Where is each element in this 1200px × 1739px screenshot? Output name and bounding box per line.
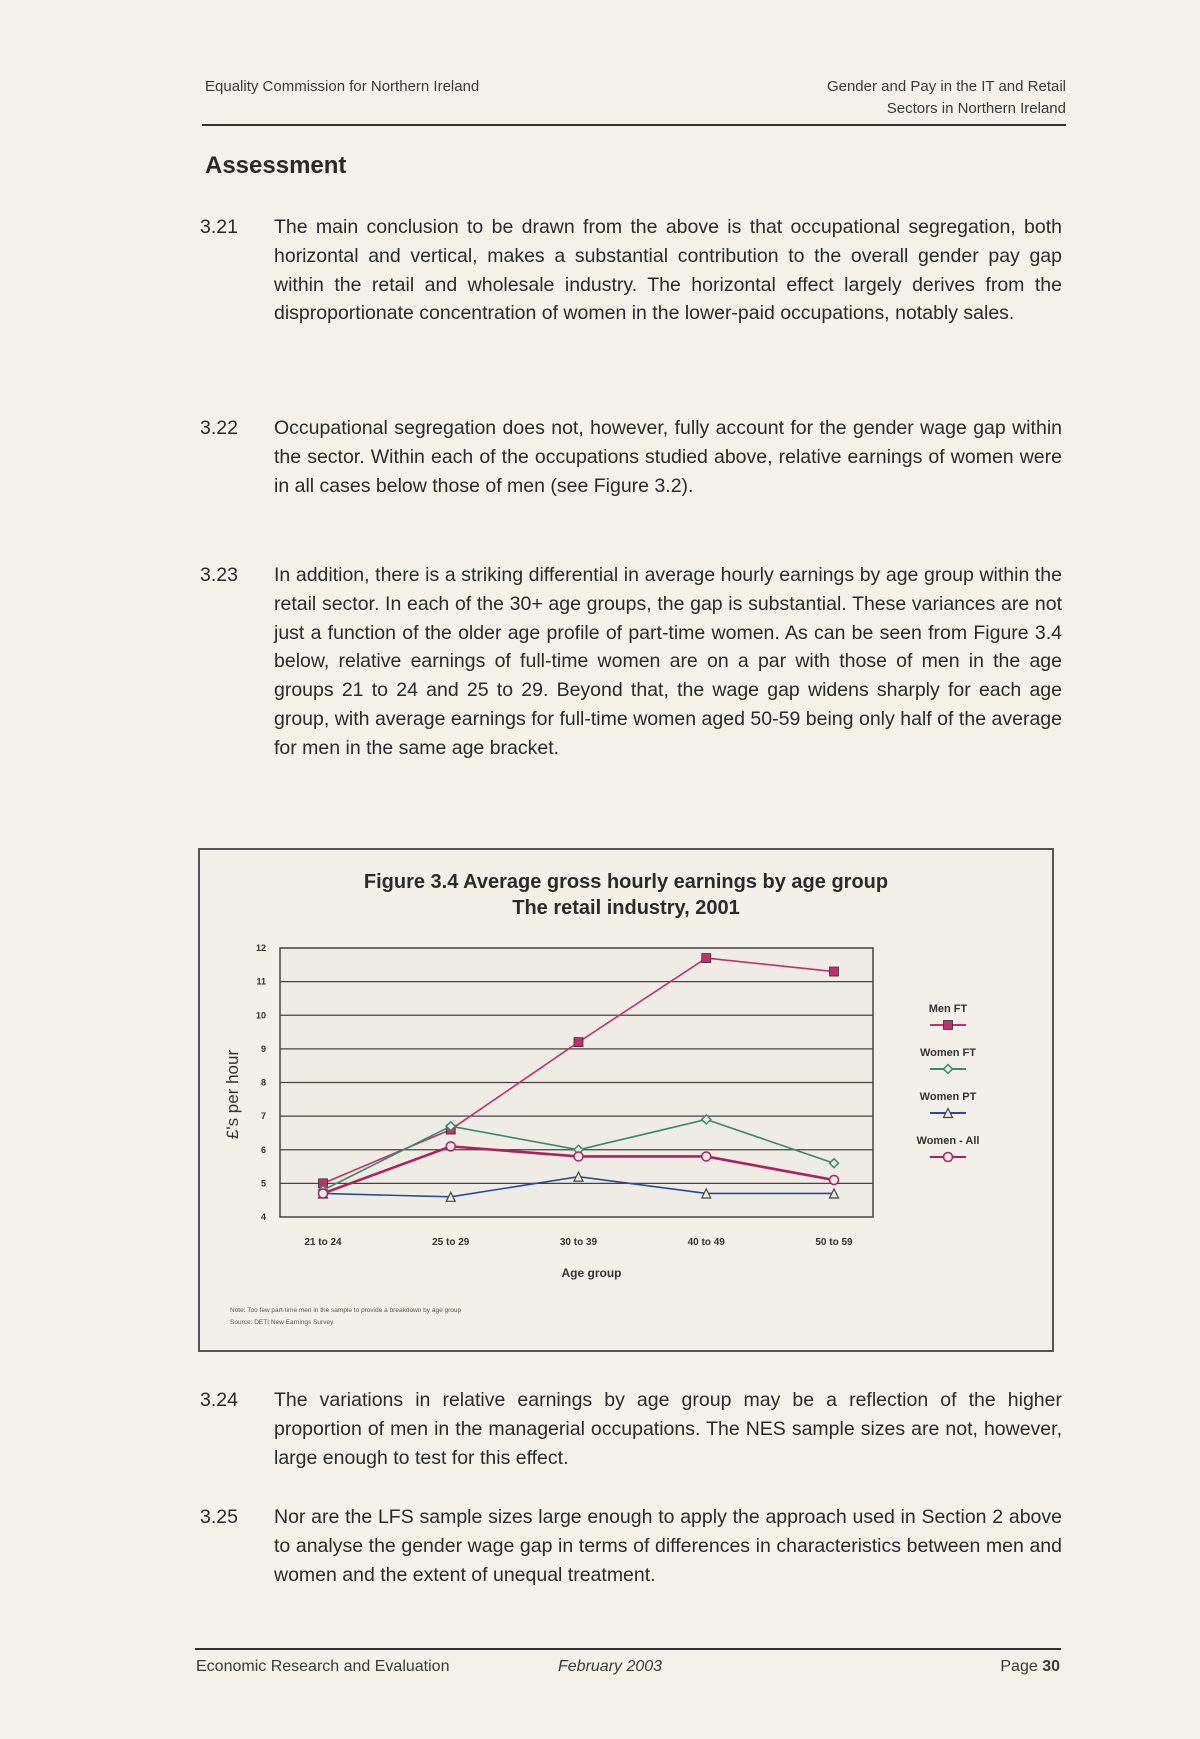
y-axis-label: £'s per hour: [223, 1049, 242, 1140]
x-tick-label: 25 to 29: [432, 1237, 470, 1248]
paragraph-3-22: [200, 414, 1062, 500]
y-tick-label: 6: [260, 1144, 266, 1155]
paragraph-number: 3.25: [200, 1506, 238, 1528]
y-tick-label: 4: [260, 1212, 266, 1222]
paragraph-text: The variations in relative earnings by age group may be a reflection of the higher proportion of men in the managerial occupations. The NES sample sizes are not, however, large enough to test for this effect.: [274, 1389, 1062, 1469]
data-point: [574, 1038, 583, 1047]
y-tick-label: 10: [255, 1010, 266, 1021]
y-tick-label: 12: [255, 943, 266, 953]
paragraph-3-23: [200, 561, 1062, 763]
header-rule: [202, 124, 1066, 126]
footer-date: February 2003: [558, 1658, 663, 1675]
x-tick-label: 40 to 49: [687, 1237, 725, 1248]
header-title-line1: Gender and Pay in the IT and Retail: [826, 78, 1066, 95]
footer-page: [1000, 1658, 1060, 1676]
header-organization: Equality Commission for Northern Ireland: [205, 78, 480, 95]
figure-3-4: [198, 848, 1054, 1352]
paragraph-text: Nor are the LFS sample sizes large enough to apply the approach used in Section 2 above to analyse the gender wage gap in terms of differences in characteristics between men and women and the extent of unequal treatment.: [274, 1506, 1062, 1586]
paragraph-number: 3.23: [200, 564, 238, 586]
paragraph-number: 3.24: [200, 1389, 238, 1411]
x-tick-label: 21 to 24: [304, 1237, 342, 1248]
x-axis-label: Age group: [561, 1266, 622, 1280]
x-tick-label: 50 to 59: [815, 1237, 853, 1248]
legend-label: Women FT: [919, 1047, 977, 1059]
footer-page-number: 30: [1042, 1658, 1060, 1675]
footer-page-label: Page: [1000, 1658, 1038, 1675]
paragraph-text: In addition, there is a striking differential in average hourly earnings by age group within the retail sector. In each of the 30+ age groups, the gap is substantial. These variances are not just a function of the older age profile of part-time women. As can be seen from Figure 3.4 below, relative earnings of full-time women are on a par with those of men in the age groups 21 to 24 and 25 to 29. Beyond that, the wage gap widens sharply for each age group, with average earnings for full-time women aged 50-59 being only half of the average for men in the same age bracket.: [274, 564, 1062, 759]
data-point: [830, 967, 839, 976]
figure-note: Note: Too few part-time men in the sample to provide a breakdown by age group: [230, 1307, 462, 1314]
line-chart: [200, 850, 1052, 1350]
y-tick-label: 9: [260, 1043, 266, 1054]
data-point: [830, 1176, 839, 1185]
x-tick-label: 30 to 39: [559, 1237, 598, 1248]
legend-marker: [944, 1065, 953, 1074]
legend-label: Women - All: [916, 1135, 980, 1147]
paragraph-3-21: [200, 213, 1062, 328]
paragraph-3-24: [200, 1386, 1062, 1472]
paragraph-3-25: [200, 1503, 1062, 1589]
legend-marker: [944, 1021, 953, 1030]
y-tick-label: 7: [260, 1111, 266, 1122]
y-tick-label: 8: [260, 1077, 266, 1088]
section-title: Assessment: [205, 152, 347, 179]
y-tick-label: 5: [260, 1178, 266, 1189]
legend-label: Men FT: [928, 1003, 968, 1015]
paragraph-text: Occupational segregation does not, however, fully account for the gender wage gap within the sector. Within each of the occupations studied above, relative earnings of women were in all cases below those of men (see Figure 3.2).: [274, 417, 1062, 497]
data-point: [702, 954, 711, 963]
header-title-line2: Sectors in Northern Ireland: [886, 100, 1066, 117]
footer-rule: [195, 1648, 1061, 1650]
paragraph-number: 3.22: [200, 417, 238, 439]
data-point: [574, 1152, 583, 1161]
figure-source: Source: DETI New Earnings Survey: [230, 1319, 334, 1326]
legend-marker: [944, 1153, 953, 1162]
paragraph-number: 3.21: [200, 216, 238, 238]
chart-title: Figure 3.4 Average gross hourly earnings by age group: [363, 871, 889, 893]
paragraph-text: The main conclusion to be drawn from the above is that occupational segregation, both horizontal and vertical, makes a substantial contribution to the overall gender pay gap within the retail and wholesale industry. The horizontal effect largely derives from the disproportionate concentration of women in the lower-paid occupations, notably sales.: [274, 216, 1062, 325]
data-point: [319, 1189, 328, 1198]
legend-label: Women PT: [919, 1091, 977, 1103]
y-tick-label: 11: [256, 976, 266, 987]
data-point: [702, 1152, 711, 1161]
header-report-title: [827, 76, 1066, 120]
chart-subtitle: The retail industry, 2001: [512, 897, 740, 919]
footer-department: Economic Research and Evaluation: [196, 1658, 450, 1675]
data-point: [446, 1142, 455, 1151]
